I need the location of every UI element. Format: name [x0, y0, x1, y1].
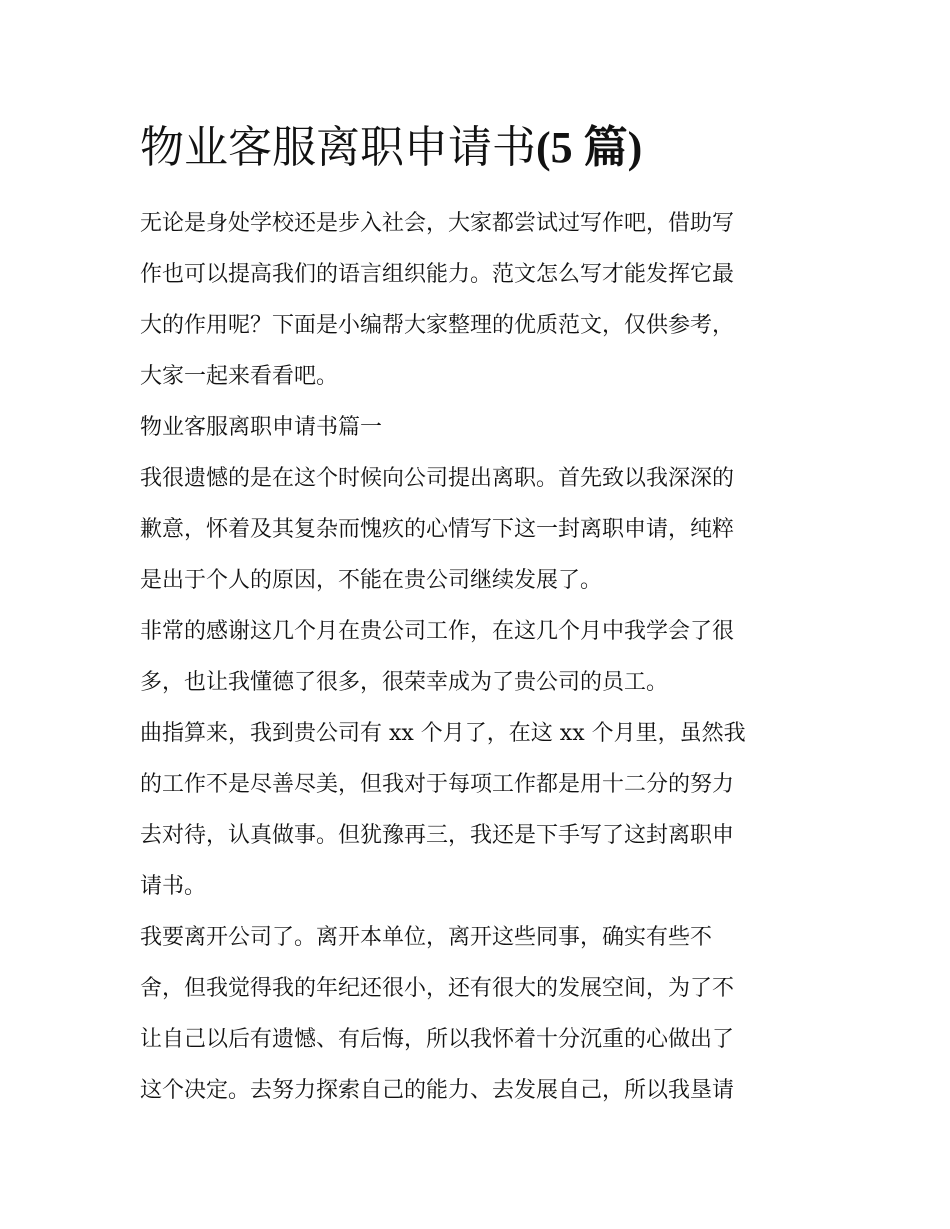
paragraph-line: 曲指算来，我到贵公司有 xx 个月了，在这 xx 个月里，虽然我: [140, 721, 746, 746]
paragraph-line: 去对待，认真做事。但犹豫再三，我还是下手写了这封离职申: [140, 823, 735, 848]
paragraph-line: 大家一起来看看吧。: [140, 364, 339, 389]
paragraph-line: 让自己以后有遗憾、有后悔，所以我怀着十分沉重的心做出了: [140, 1027, 735, 1052]
paragraph-line: 我要离开公司了。离开本单位，离开这些同事，确实有些不: [140, 925, 713, 950]
paragraph-line: 歉意，怀着及其复杂而愧疚的心情写下这一封离职申请，纯粹: [140, 517, 735, 542]
page-title: [140, 116, 642, 180]
paragraph-line: 作也可以提高我们的语言组织能力。范文怎么写才能发挥它最: [140, 262, 735, 287]
paragraph-line: 无论是身处学校还是步入社会，大家都尝试过写作吧，借助写: [140, 211, 735, 236]
paragraph-line: 非常的感谢这几个月在贵公司工作，在这几个月中我学会了很: [140, 619, 735, 644]
paragraph-line: 多，也让我懂德了很多，很荣幸成为了贵公司的员工。: [140, 670, 669, 695]
paragraph-line: 大的作用呢？下面是小编帮大家整理的优质范文，仅供参考，: [140, 313, 735, 338]
paragraph-line: 请书。: [140, 874, 207, 899]
paragraph-line: 我很遗憾的是在这个时候向公司提出离职。首先致以我深深的: [140, 466, 735, 491]
section-heading: 物业客服离职申请书篇一: [140, 415, 383, 440]
paragraph-line: 舍，但我觉得我的年纪还很小，还有很大的发展空间，为了不: [140, 976, 735, 1001]
document-body: [140, 198, 820, 1116]
paragraph-line: 的工作不是尽善尽美，但我对于每项工作都是用十二分的努力: [140, 772, 735, 797]
title-count: (5 篇): [536, 123, 643, 172]
paragraph-line: 是出于个人的原因，不能在贵公司继续发展了。: [140, 568, 603, 593]
title-text: 物业客服离职申请书: [140, 122, 536, 173]
paragraph-line: 这个决定。去努力探索自己的能力、去发展自己，所以我垦请: [140, 1078, 735, 1103]
